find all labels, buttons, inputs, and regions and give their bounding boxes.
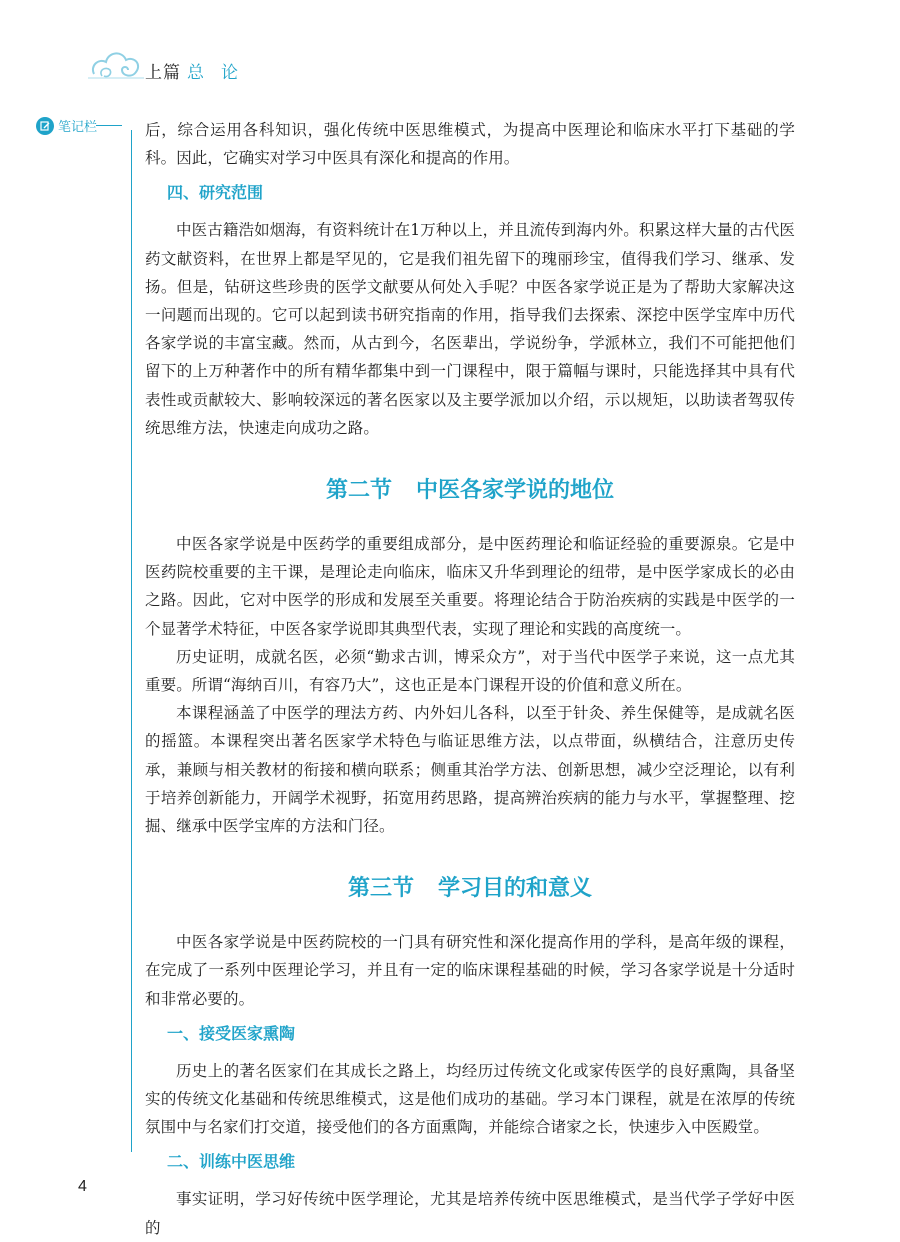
cloud-ornament-icon: [88, 46, 144, 82]
paragraph-4: 历史证明，成就名医，必须“勤求古训，博采众方”，对于当代中医学子来说，这一点尤其重要。所谓“海纳百川，有容乃大”，这也正是本门课程开设的价值和意义所在。: [145, 647, 795, 695]
section-2-number: 第二节: [325, 478, 392, 504]
notes-rule-horizontal: [96, 125, 122, 126]
header-part: 上篇: [145, 63, 181, 83]
paragraph-5: 本课程涵盖了中医学的理法方药、内外妇儿各科，以至于针灸、养生保健等，是成就名医的摇篮。本课程突出著名医家学术特色与临证思维方法，以点带面，纵横结合，注意历史传承，兼顾与相关教材的衔接和横向联系；侧重其治学方法、创新思想，减少空泛理论，以有利于培养创新能力，开阔学术视野，拓宽用药思路，提高辨治疾病的能力与水平，掌握整理、挖掘、继承中医学宝库的方法和门径。: [145, 704, 795, 836]
notes-rule-vertical: [131, 130, 132, 1152]
subheading-research-scope: 四、研究范围: [167, 183, 264, 203]
section-2-title: 中医各家学说的地位: [416, 478, 615, 504]
pencil-note-icon: [36, 117, 54, 135]
running-header: [0, 0, 900, 100]
page-number: 4: [78, 1178, 87, 1195]
paragraph-3: 中医各家学说是中医药学的重要组成部分，是中医药理论和临证经验的重要源泉。它是中医药院校重要的主干课，是理论走向临床，临床又升华到理论的纽带，是中医学家成长的必由之路。因此，它对中医学的形成和发展至关重要。将理论结合于防治疾病的实践是中医学的一个显著学术特征，中医各家学说即其典型代表，实现了理论和实践的高度统一。: [145, 535, 795, 638]
paragraph-7: 历史上的著名医家们在其成长之路上，均经历过传统文化或家传医学的良好熏陶，具备坚实的传统文化基础和传统思维模式，这是他们成功的基础。学习本门课程，就是在浓厚的传统氛围中与名家们打交道，接受他们的各方面熏陶，并能综合诸家之长，快速步入中医殿堂。: [145, 1061, 795, 1137]
paragraph-8: 事实证明，学习好传统中医学理论，尤其是培养传统中医思维模式，是当代学子学好中医的: [145, 1190, 795, 1237]
page-body: [145, 116, 795, 1242]
header-section-b: 论: [221, 63, 239, 83]
paragraph-2: 中医古籍浩如烟海，有资料统计在1万种以上，并且流传到海内外。积累这样大量的古代医药文献资料，在世界上都是罕见的，它是我们祖先留下的瑰丽珍宝，值得我们学习、继承、发扬。但是，钻研这些珍贵的医学文献要从何处入手呢？中医各家学说正是为了帮助大家解决这一问题而出现的。它可以起到读书研究指南的作用，指导我们去探索、深挖中医学宝库中历代各家学说的丰富宝藏。然而，从古到今，名医辈出，学说纷争，学派林立，我们不可能把他们留下的上万种著作中的所有精华都集中到一门课程中，限于篇幅与课时，只能选择其中具有代表性或贡献较大、影响较深远的著名医家以及主要学派加以介绍，示以规矩，以助读者驾驭传统思维方法，快速走向成功之路。: [145, 221, 795, 437]
notes-column-label: 笔记栏: [58, 120, 98, 135]
section-2-heading: [145, 476, 795, 506]
section-3-title: 学习目的和意义: [438, 876, 593, 902]
header-section-a: 总: [187, 63, 205, 83]
paragraph-6: 中医各家学说是中医药院校的一门具有研究性和深化提高作用的学科，是高年级的课程，在完成了一系列中医理论学习，并且有一定的临床课程基础的时候，学习各家学说是十分适时和非常必要的。: [145, 933, 795, 1008]
section-3-number: 第三节: [347, 876, 414, 902]
section-3-heading: [145, 874, 795, 904]
paragraph-1: 后，综合运用各科知识，强化传统中医思维模式，为提高中医理论和临床水平打下基础的学科。因此，它确实对学习中医具有深化和提高的作用。: [145, 121, 795, 168]
header-title: [145, 58, 239, 83]
subheading-tcm-thinking: 二、训练中医思维: [167, 1152, 296, 1172]
notes-column-badge: [36, 116, 97, 135]
subheading-physician-influence: 一、接受医家熏陶: [167, 1023, 296, 1043]
